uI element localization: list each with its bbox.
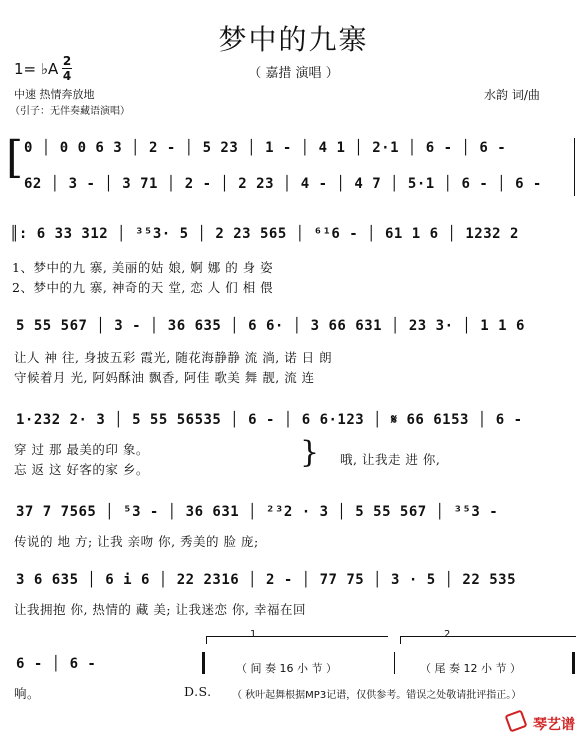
interlude-note: （ 间 奏 16 小 节 ） [236, 662, 337, 675]
system5-notes: 37 7 7565 │ ⁵3 - │ 36 631 │ ²³2 · 3 │ 5 55 567 │ ³⁵3 - [16, 504, 499, 520]
volta2-number: 2 [444, 629, 451, 640]
outro-note: （ 尾 奏 12 小 节 ） [420, 662, 521, 675]
system6-lyric: 让我拥抱 你, 热情的 藏 美; 让我迷恋 你, 幸福在回 [14, 602, 306, 617]
volta2-bracket [400, 636, 576, 637]
time-signature [62, 55, 72, 82]
system4-lyric-verse2: 忘 返 这 好客的家 乡。 [14, 462, 149, 477]
system4-lyric-shared: 哦, 让我走 进 你, [340, 452, 441, 467]
final-bar [202, 652, 205, 674]
volta2-start [400, 636, 401, 644]
system6-notes: 3 6 635 │ 6 i 6 │ 22 2316 │ 2 - │ 77 75 │ 3 · 5 │ 22 535 [16, 572, 517, 588]
meter-top: 2 [62, 54, 72, 68]
system-brace: [ [6, 132, 24, 183]
system2-lyric-verse1: 1、梦中的九 寨, 美丽的姑 娘, 婀 娜 的 身 姿 [12, 260, 274, 275]
dal-segno: D.S. [184, 684, 212, 699]
singer-credit: （ 嘉措 演唱 ） [248, 66, 339, 81]
volta1-bracket [206, 636, 388, 637]
end-bar [572, 652, 575, 674]
system2-lyric-verse2: 2、梦中的九 寨, 神奇的天 堂, 恋 人 们 相 偎 [12, 280, 274, 295]
key-signature: 1= ♭A [14, 60, 59, 78]
transcription-footnote: （ 秋叶起舞根据MP3记谱，仅供参考。错误之处敬请批评指正。） [232, 690, 522, 701]
system7-notes: 6 - │ 6 - [16, 656, 97, 672]
meter-bottom: 4 [62, 69, 72, 83]
repeat-end-bar [394, 652, 395, 674]
system3-notes: 5 55 567 │ 3 - │ 36 635 │ 6 6· │ 3 66 631 │ 23 3· │ 1 1 6 [16, 318, 525, 334]
system1-lower-notes: 62 │ 3 - │ 3 71 │ 2 - │ 2 23 │ 4 - │ 4 7 │ 5·1 │ 6 - │ 6 - [24, 176, 542, 192]
volta1-number: 1 [250, 629, 257, 640]
tempo-marking: 中速 热情奔放地 [14, 88, 95, 101]
watermark-text: 琴艺谱 [533, 717, 575, 733]
system4-lyric-verse1: 穿 过 那 最美的印 象。 [14, 442, 149, 457]
watermark-icon [504, 709, 527, 732]
system5-lyric: 传说的 地 方; 让我 亲吻 你, 秀美的 脸 庞; [14, 534, 259, 549]
system1-end-bar [574, 138, 575, 196]
system7-lyric: 响。 [14, 686, 41, 701]
verse-merge-brace: } [300, 435, 320, 470]
system3-lyric-verse2: 守候着月 光, 阿妈酥油 飘香, 阿佳 歌美 舞 靓, 流 连 [14, 370, 315, 385]
lyricist-composer: 水韵 词/曲 [484, 88, 540, 102]
system3-lyric-verse1: 让人 神 往, 身披五彩 霞光, 随花海静静 流 淌, 诺 日 朗 [14, 350, 333, 365]
system1-upper-notes: 0 │ 0 0 6 3 │ 2 - │ 5 23 │ 1 - │ 4 1 │ 2·1 │ 6 - │ 6 - [24, 140, 507, 156]
system2-notes: ║: 6 33 312 │ ³⁵3· 5 │ 2 23 565 │ ⁶¹6 - │ 61 1 6 │ 1232 2 [10, 226, 519, 242]
system4-notes: 1·232 2· 3 │ 5 55 56535 │ 6 - │ 6 6·123 │ 𝄋 66 6153 │ 6 - [16, 412, 523, 428]
intro-note: （引子：无伴奏藏语演唱） [10, 106, 130, 117]
volta1-start [206, 636, 207, 644]
song-title: 梦中的九寨 [218, 23, 369, 56]
